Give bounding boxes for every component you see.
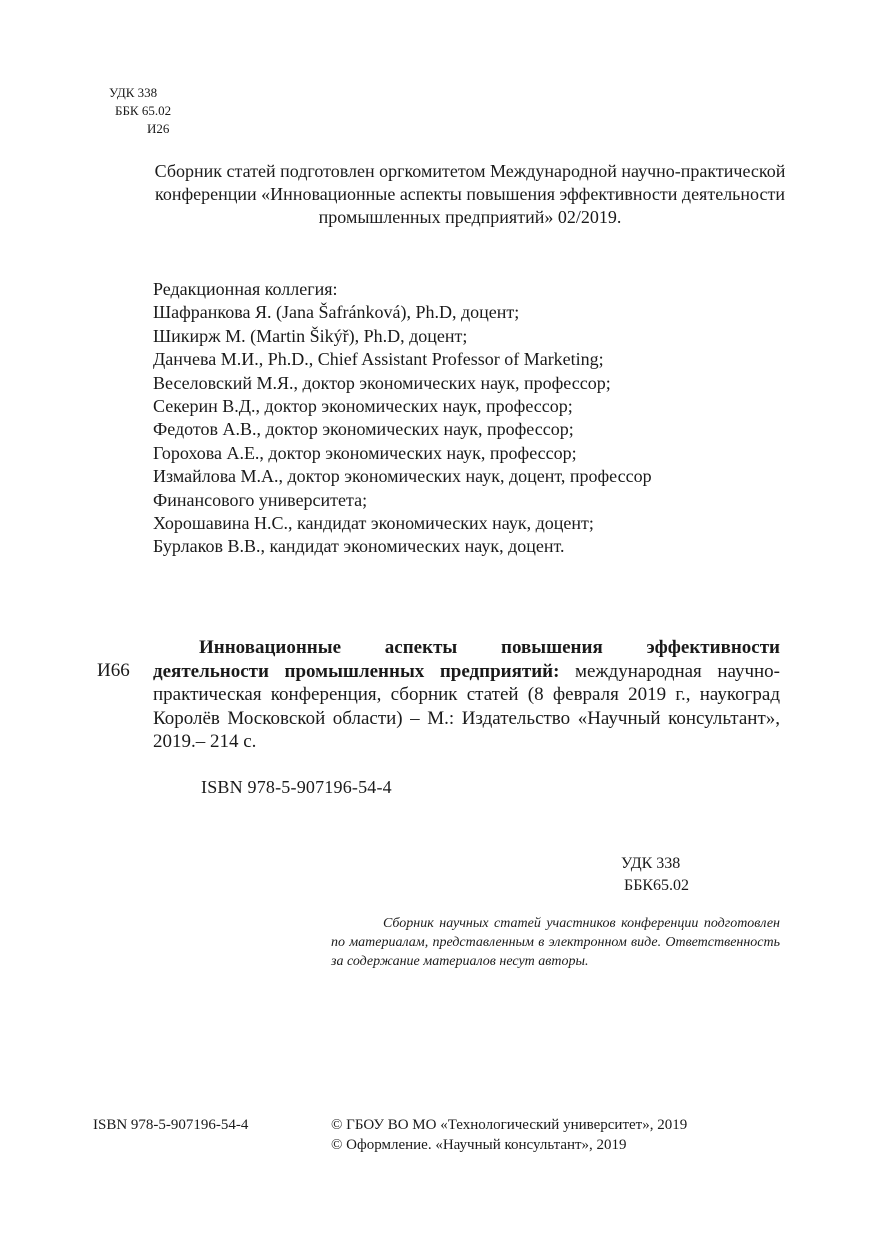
- intro-paragraph: Сборник статей подготовлен оргкомитетом Международной научно-практической конференции «Инновационные аспекты повышения эффективности деятельности промышленных предприятий» 02/2019.: [154, 161, 786, 227]
- classification-codes-right: [621, 853, 689, 897]
- board-member: Веселовский М.Я., доктор экономических наук, профессор;: [153, 372, 611, 393]
- isbn-main: ISBN 978-5-907196-54-4: [201, 777, 392, 797]
- board-member: Измайлова М.А., доктор экономических наук, доцент, профессор: [153, 466, 652, 487]
- board-member: Горохова А.Е., доктор экономических наук, профессор;: [153, 442, 577, 463]
- responsibility-note: [331, 915, 780, 971]
- copyright-design: © Оформление. «Научный консультант», 2019: [331, 1137, 627, 1153]
- board-member: Шикирж М. (Martin Šikýř), Ph.D, доцент;: [153, 325, 468, 346]
- bibliographic-description: [153, 636, 780, 754]
- editorial-board: [153, 278, 793, 559]
- classification-codes: [109, 84, 171, 138]
- board-member: Секерин В.Д., доктор экономических наук, профессор;: [153, 396, 573, 417]
- udk-code: УДК 338: [109, 85, 158, 100]
- isbn-footer: ISBN 978-5-907196-54-4: [93, 1117, 249, 1133]
- board-member: Федотов А.В., доктор экономических наук, профессор;: [153, 419, 574, 440]
- note-text: Сборник научных статей участников конференции подготовлен по материалам, представленным в электронном виде. Ответственность за содержание материалов несут авторы.: [331, 916, 780, 969]
- board-member: Финансового университета;: [153, 489, 368, 510]
- board-member: Бурлаков В.В., кандидат экономических наук, доцент.: [153, 536, 565, 557]
- board-member: Данчева М.И., Ph.D., Chief Assistant Professor of Marketing;: [153, 349, 604, 370]
- book-title: Инновационные аспекты повышения эффективности деятельности промышленных предприятий:: [153, 637, 780, 682]
- bibliographic-index: И66: [97, 660, 130, 681]
- editorial-board-heading: Редакционная коллегия:: [153, 279, 338, 299]
- author-mark: И26: [147, 121, 170, 136]
- copyright-block: [331, 1115, 687, 1155]
- copyright-university: © ГБОУ ВО МО «Технологический университет», 2019: [331, 1117, 688, 1133]
- udk-code-right: УДК 338: [621, 855, 681, 872]
- bbk-code-right: ББК65.02: [624, 877, 690, 894]
- book-imprint: международная научно-практическая конференция, сборник статей (8 февраля 2019 г., наукоград Королёв Московской области) – М.: Издательство «Научный консультант», 2019.– 214 с.: [153, 660, 781, 752]
- board-member: Хорошавина Н.С., кандидат экономических наук, доцент;: [153, 513, 594, 534]
- bbk-code: ББК 65.02: [115, 103, 172, 118]
- board-member: Шафранкова Я. (Jana Šafránková), Ph.D, доцент;: [153, 302, 520, 323]
